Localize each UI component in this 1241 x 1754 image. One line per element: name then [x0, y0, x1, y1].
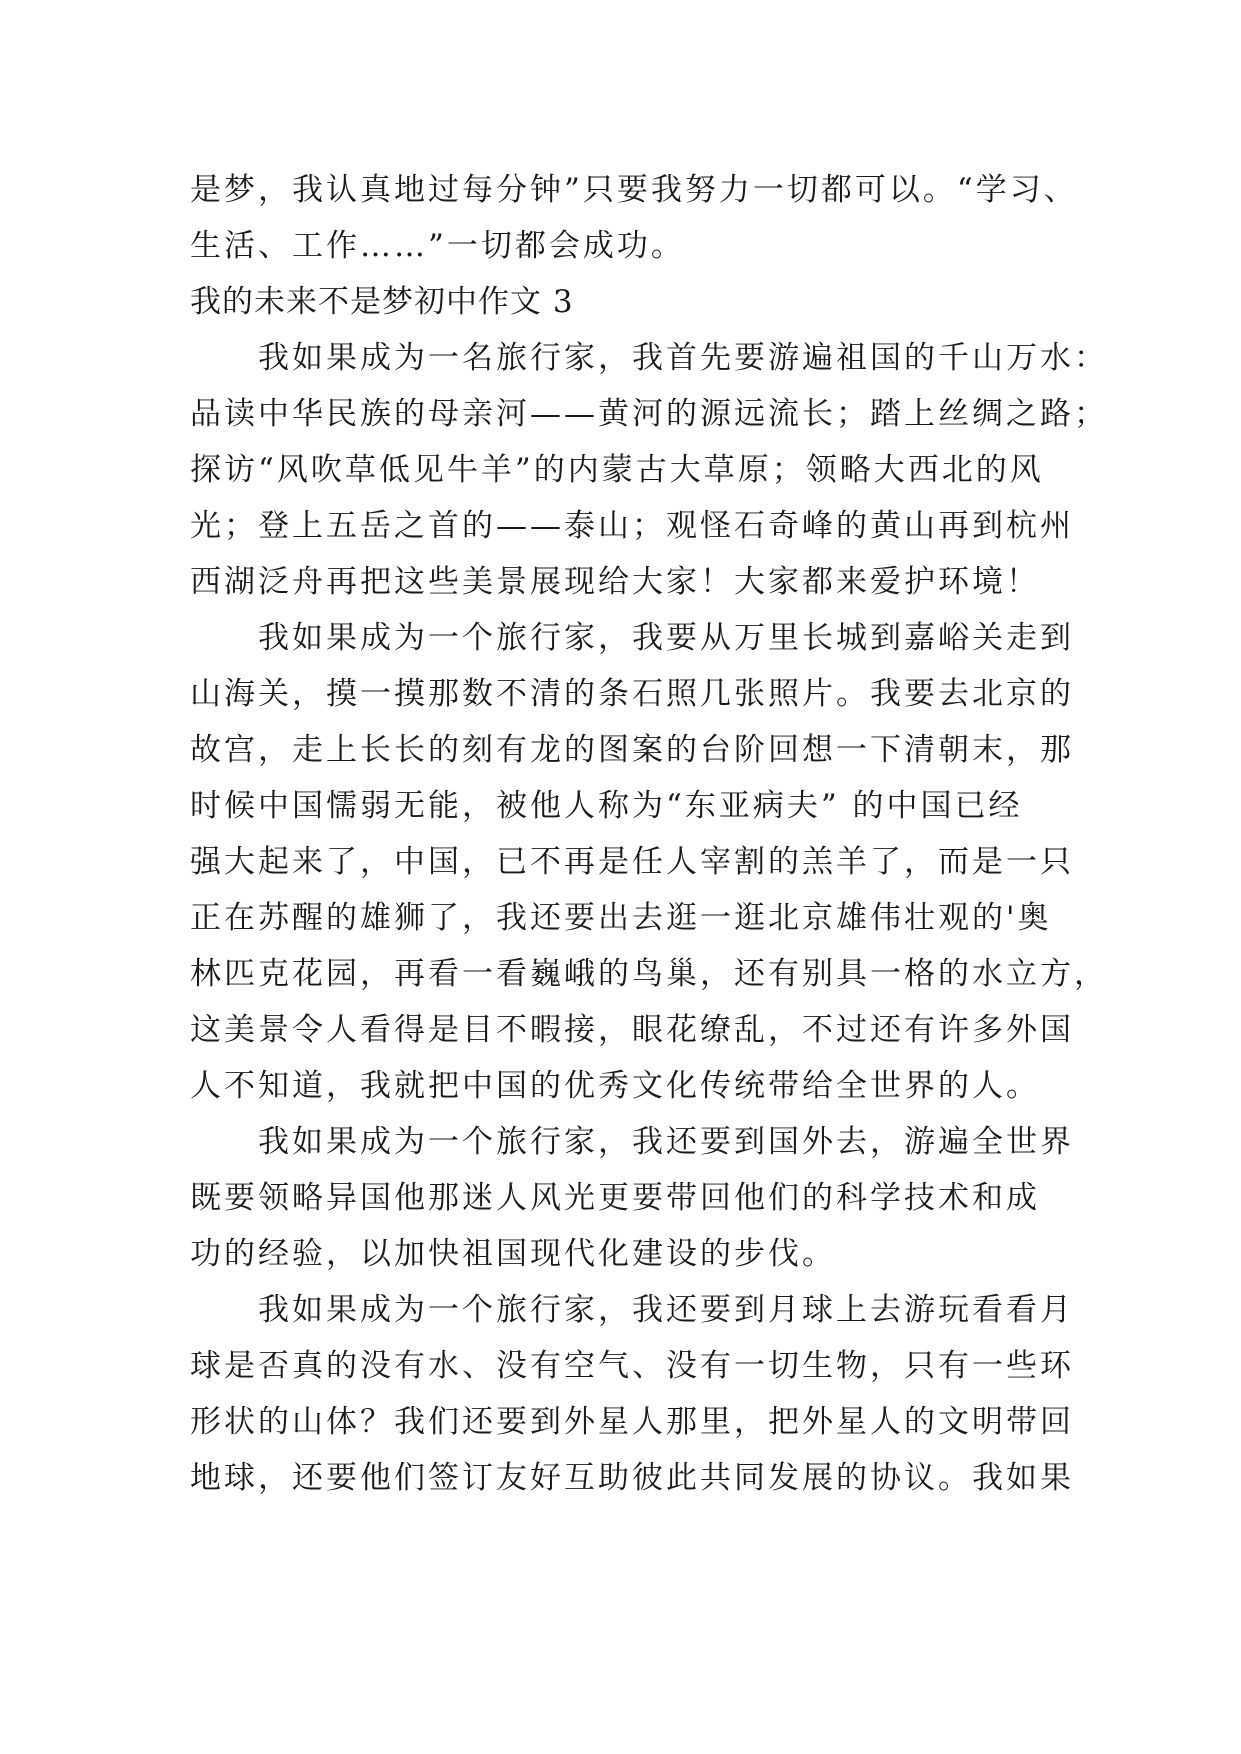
text-line: 正在苏醒的雄狮了，我还要出去逛一逛北京雄伟壮观的'奥: [190, 900, 1052, 936]
text-line: 品读中华民族的母亲河——黄河的源远流长；踏上丝绸之路；: [190, 396, 1108, 432]
text-line: 强大起来了，中国，已不再是任人宰割的羔羊了，而是一只: [190, 844, 1074, 880]
text-line: 人不知道，我就把中国的优秀文化传统带给全世界的人。: [190, 1068, 1040, 1104]
section-heading: 我的未来不是梦初中作文 3: [190, 284, 574, 320]
text-line: 光；登上五岳之首的——泰山；观怪石奇峰的黄山再到杭州: [190, 508, 1074, 544]
paragraph-first-line: 我如果成为一个旅行家，我要从万里长城到嘉峪关走到: [258, 620, 1074, 656]
text-line: 功的经验，以加快祖国现代化建设的步伐。: [190, 1236, 836, 1272]
text-line: 山海关，摸一摸那数不清的条石照几张照片。我要去北京的: [190, 676, 1074, 712]
text-line: 西湖泛舟再把这些美景展现给大家！大家都来爱护环境！: [190, 564, 1040, 600]
text-line: 形状的山体？我们还要到外星人那里，把外星人的文明带回: [190, 1404, 1074, 1440]
text-line: 球是否真的没有水、没有空气、没有一切生物，只有一些环: [190, 1348, 1074, 1384]
paragraph-first-line: 我如果成为一个旅行家，我还要到国外去，游遍全世界: [258, 1124, 1074, 1160]
document-body: [190, 162, 1108, 1506]
paragraph-first-line: 我如果成为一个旅行家，我还要到月球上去游玩看看月: [258, 1292, 1074, 1328]
paragraph-first-line: 我如果成为一名旅行家，我首先要游遍祖国的千山万水：: [258, 340, 1108, 376]
text-line: 林匹克花园，再看一看巍峨的鸟巢，还有别具一格的水立方，: [190, 956, 1108, 992]
text-line: 时候中国懦弱无能，被他人称为“东亚病夫” 的中国已经: [190, 788, 1023, 824]
text-line: 这美景令人看得是目不暇接，眼花缭乱，不过还有许多外国: [190, 1012, 1074, 1048]
text-line: 探访“风吹草低见牛羊”的内蒙古大草原；领略大西北的风: [190, 452, 1044, 488]
text-line: 是梦，我认真地过每分钟”只要我努力一切都可以。“学习、: [190, 172, 1078, 208]
text-line: 地球，还要他们签订友好互助彼此共同发展的协议。我如果: [190, 1460, 1074, 1496]
text-line: 既要领略异国他那迷人风光更要带回他们的科学技术和成: [190, 1180, 1040, 1216]
text-line: 生活、工作……”一切都会成功。: [190, 228, 685, 264]
text-line: 故宫，走上长长的刻有龙的图案的台阶回想一下清朝末，那: [190, 732, 1074, 768]
